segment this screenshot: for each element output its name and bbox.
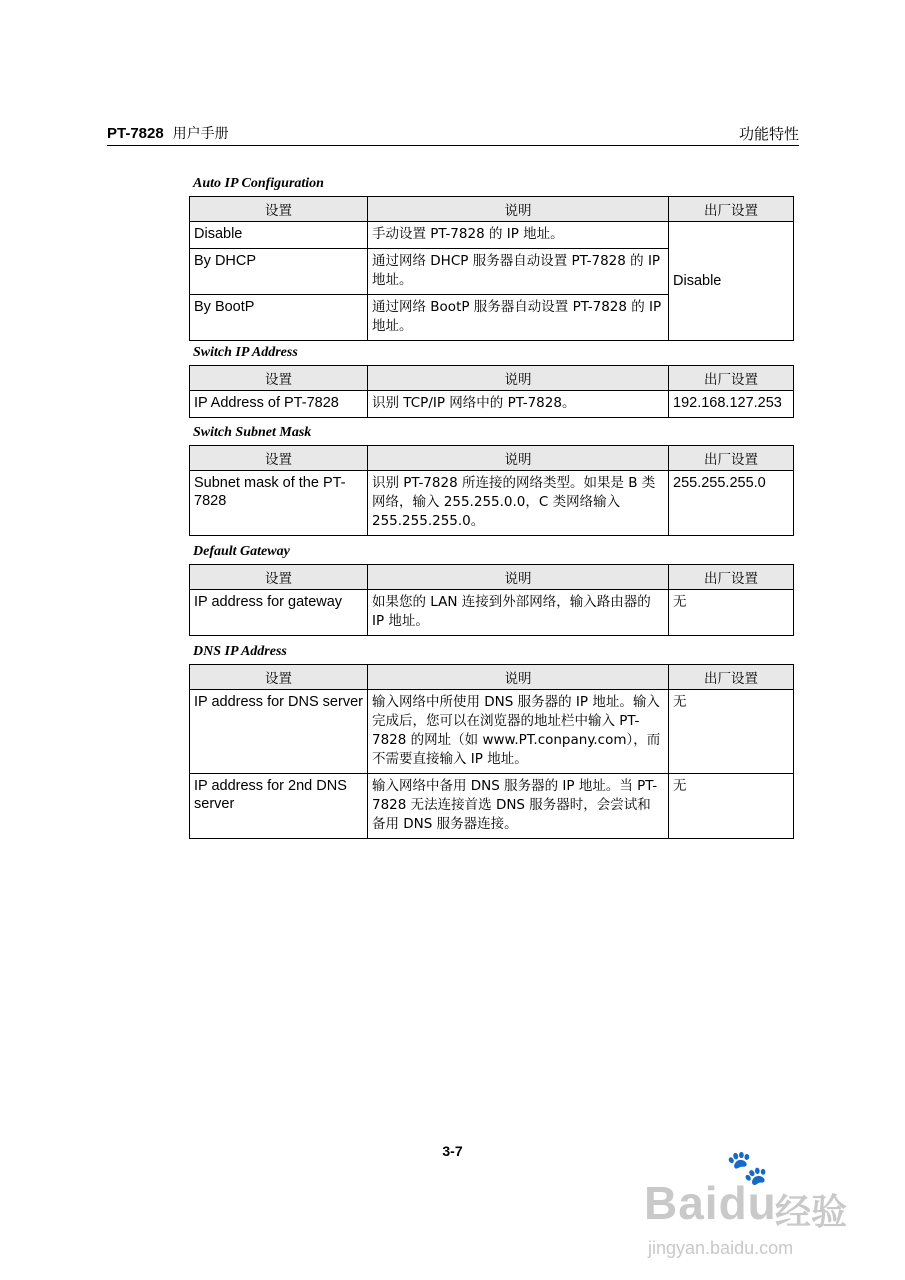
baidu-watermark [640,1148,855,1268]
header-title [107,123,229,143]
col-header-setting: 设置 [190,366,368,391]
table-row [190,391,794,418]
cell-description: 识别 TCP/IP 网络中的 PT-7828。 [368,391,669,418]
cell-default: Disable [669,222,794,341]
cell-setting: By BootP [190,295,368,341]
table-header-row [190,446,794,471]
paw-icon: 🐾 [726,1148,769,1188]
table-row [190,222,794,249]
cell-setting: IP address for gateway [190,590,368,636]
col-header-default: 出厂设置 [669,366,794,391]
cell-description: 输入网络中所使用 DNS 服务器的 IP 地址。输入完成后，您可以在浏览器的地址栏中输入 PT-7828 的网址（如 www.PT.conpany.com），而不需要直接输入 IP 地址。 [368,690,669,774]
cell-default: 无 [669,590,794,636]
col-header-description: 说明 [368,665,669,690]
table-gateway [189,564,794,636]
cell-description: 识别 PT-7828 所连接的网络类型。如果是 B 类网络，输入 255.255.0.0，C 类网络输入 255.255.255.0。 [368,471,669,536]
col-header-description: 说明 [368,565,669,590]
cell-description: 如果您的 LAN 连接到外部网络，输入路由器的 IP 地址。 [368,590,669,636]
header-product: PT-7828 [107,125,164,142]
col-header-description: 说明 [368,197,669,222]
cell-setting: IP address for 2nd DNS server [190,774,368,839]
cell-default: 无 [669,774,794,839]
watermark-logo-cn: 经验 [775,1192,848,1233]
header-chapter: 功能特性 [738,125,799,143]
table-row [190,471,794,536]
table-dns [189,664,794,839]
table-header-row [190,565,794,590]
table-header-row [190,197,794,222]
cell-setting: IP Address of PT-7828 [190,391,368,418]
table-row [190,690,794,774]
col-header-description: 说明 [368,366,669,391]
cell-setting: IP address for DNS server [190,690,368,774]
col-header-setting: 设置 [190,665,368,690]
col-header-default: 出厂设置 [669,565,794,590]
section-title-dns: DNS IP Address [193,644,287,659]
watermark-url: jingyan.baidu.com [648,1238,794,1258]
cell-description: 输入网络中备用 DNS 服务器的 IP 地址。当 PT-7828 无法连接首选 DNS 服务器时，会尝试和备用 DNS 服务器连接。 [368,774,669,839]
cell-setting: Subnet mask of the PT-7828 [190,471,368,536]
cell-description: 通过网络 BootP 服务器自动设置 PT-7828 的 IP 地址。 [368,295,669,341]
page-header [107,121,799,146]
table-switch-ip [189,365,794,418]
section-title-switch-ip: Switch IP Address [193,345,298,360]
section-title-gateway: Default Gateway [193,544,290,559]
section-title-subnet: Switch Subnet Mask [193,425,312,440]
table-header-row [190,366,794,391]
col-header-default: 出厂设置 [669,665,794,690]
table-subnet [189,445,794,536]
col-header-setting: 设置 [190,197,368,222]
cell-description: 通过网络 DHCP 服务器自动设置 PT-7828 的 IP 地址。 [368,249,669,295]
table-header-row [190,665,794,690]
col-header-default: 出厂设置 [669,446,794,471]
table-auto-ip [189,196,794,341]
header-manual: 用户手册 [172,126,229,142]
table-row [190,590,794,636]
cell-setting: Disable [190,222,368,249]
cell-default: 255.255.255.0 [669,471,794,536]
watermark-logo: Baidu [644,1177,777,1229]
col-header-setting: 设置 [190,446,368,471]
table-row [190,774,794,839]
col-header-setting: 设置 [190,565,368,590]
col-header-description: 说明 [368,446,669,471]
col-header-default: 出厂设置 [669,197,794,222]
page-number: 3-7 [442,1143,463,1159]
cell-setting: By DHCP [190,249,368,295]
section-title-auto-ip: Auto IP Configuration [193,176,324,191]
cell-description: 手动设置 PT-7828 的 IP 地址。 [368,222,669,249]
cell-default: 192.168.127.253 [669,391,794,418]
cell-default: 无 [669,690,794,774]
